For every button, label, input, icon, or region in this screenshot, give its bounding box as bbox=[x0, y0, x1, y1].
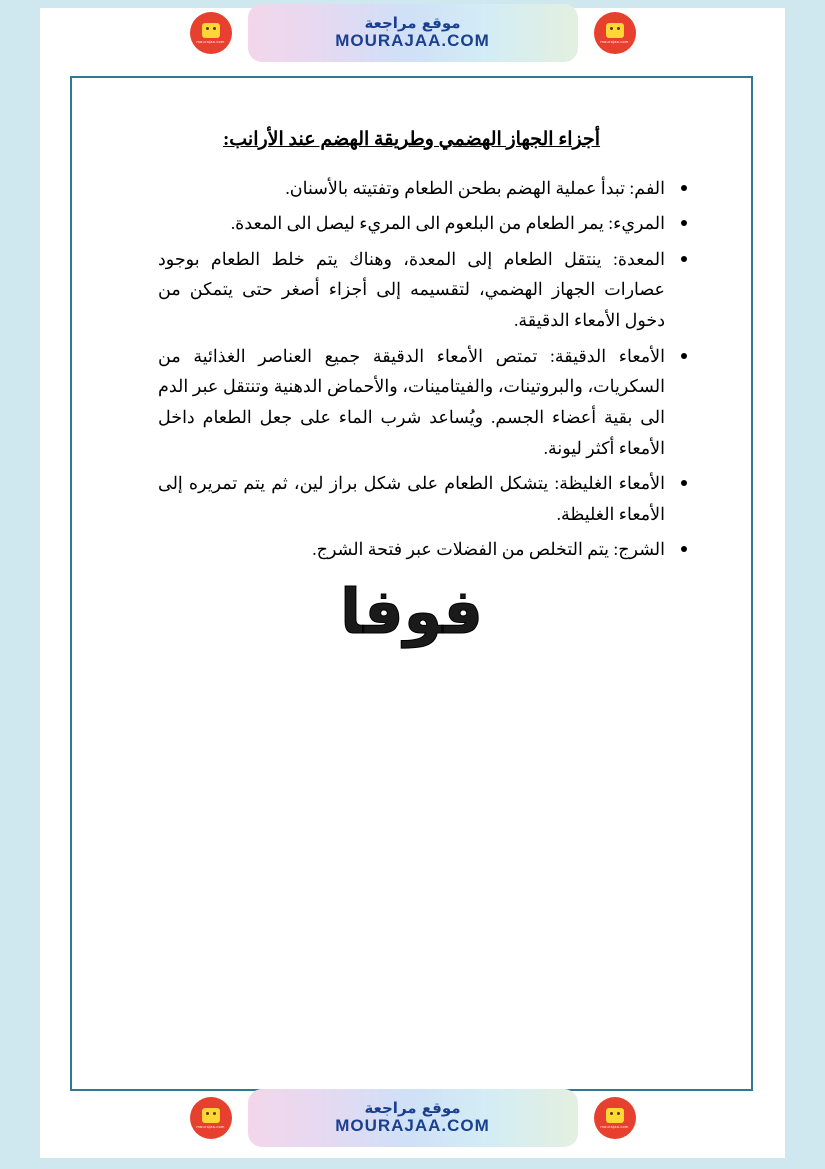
list-item: المريء: يمر الطعام من البلعوم الى المريء ليصل الى المعدة. bbox=[158, 208, 665, 239]
list-item: المعدة: ينتقل الطعام إلى المعدة، وهناك يتم خلط الطعام بوجود عصارات الجهاز الهضمي، لتقسيمه إلى أجزاء أصغر حتى يتمكن من دخول الأمعاء الدقيقة. bbox=[158, 244, 665, 336]
logo-badge-label: mourajaa.com bbox=[196, 1124, 225, 1129]
handwritten-stamp: فوفا bbox=[339, 575, 484, 648]
watermark-domain: MOURAJAA.COM bbox=[335, 1116, 490, 1136]
list-item: الفم: تبدأ عملية الهضم بطحن الطعام وتفتيته بالأسنان. bbox=[158, 173, 665, 204]
logo-badge-label: mourajaa.com bbox=[196, 39, 225, 44]
document-page bbox=[40, 8, 785, 1158]
list-item: الأمعاء الغليظة: يتشكل الطعام على شكل براز لين، ثم يتم تمريره إلى الأمعاء الغليظة. bbox=[158, 468, 665, 529]
document-border-frame bbox=[70, 76, 753, 1091]
list-item: الشرج: يتم التخلص من الفضلات عبر فتحة الشرج. bbox=[158, 534, 665, 565]
watermark-title-ar: موقع مراجعة bbox=[364, 1098, 461, 1117]
bullet-list bbox=[106, 173, 717, 566]
document-content bbox=[72, 78, 751, 648]
logo-badge-label: mourajaa.com bbox=[600, 1124, 629, 1129]
watermark-domain: MOURAJAA.COM bbox=[335, 31, 490, 51]
logo-badge-label: mourajaa.com bbox=[600, 39, 629, 44]
watermark-title-ar: موقع مراجعة bbox=[364, 13, 461, 32]
page-title: أجزاء الجهاز الهضمي وطريقة الهضم عند الأرانب: bbox=[222, 129, 601, 150]
list-item: الأمعاء الدقيقة: تمتص الأمعاء الدقيقة جميع العناصر الغذائية من السكريات، والبروتينات، والفيتامينات، والأحماض الدهنية وتنتقل عبر الدم الى بقية أعضاء الجسم. ويُساعد شرب الماء على جعل الطعام داخل الأمعاء أكثر ليونة. bbox=[158, 341, 665, 464]
